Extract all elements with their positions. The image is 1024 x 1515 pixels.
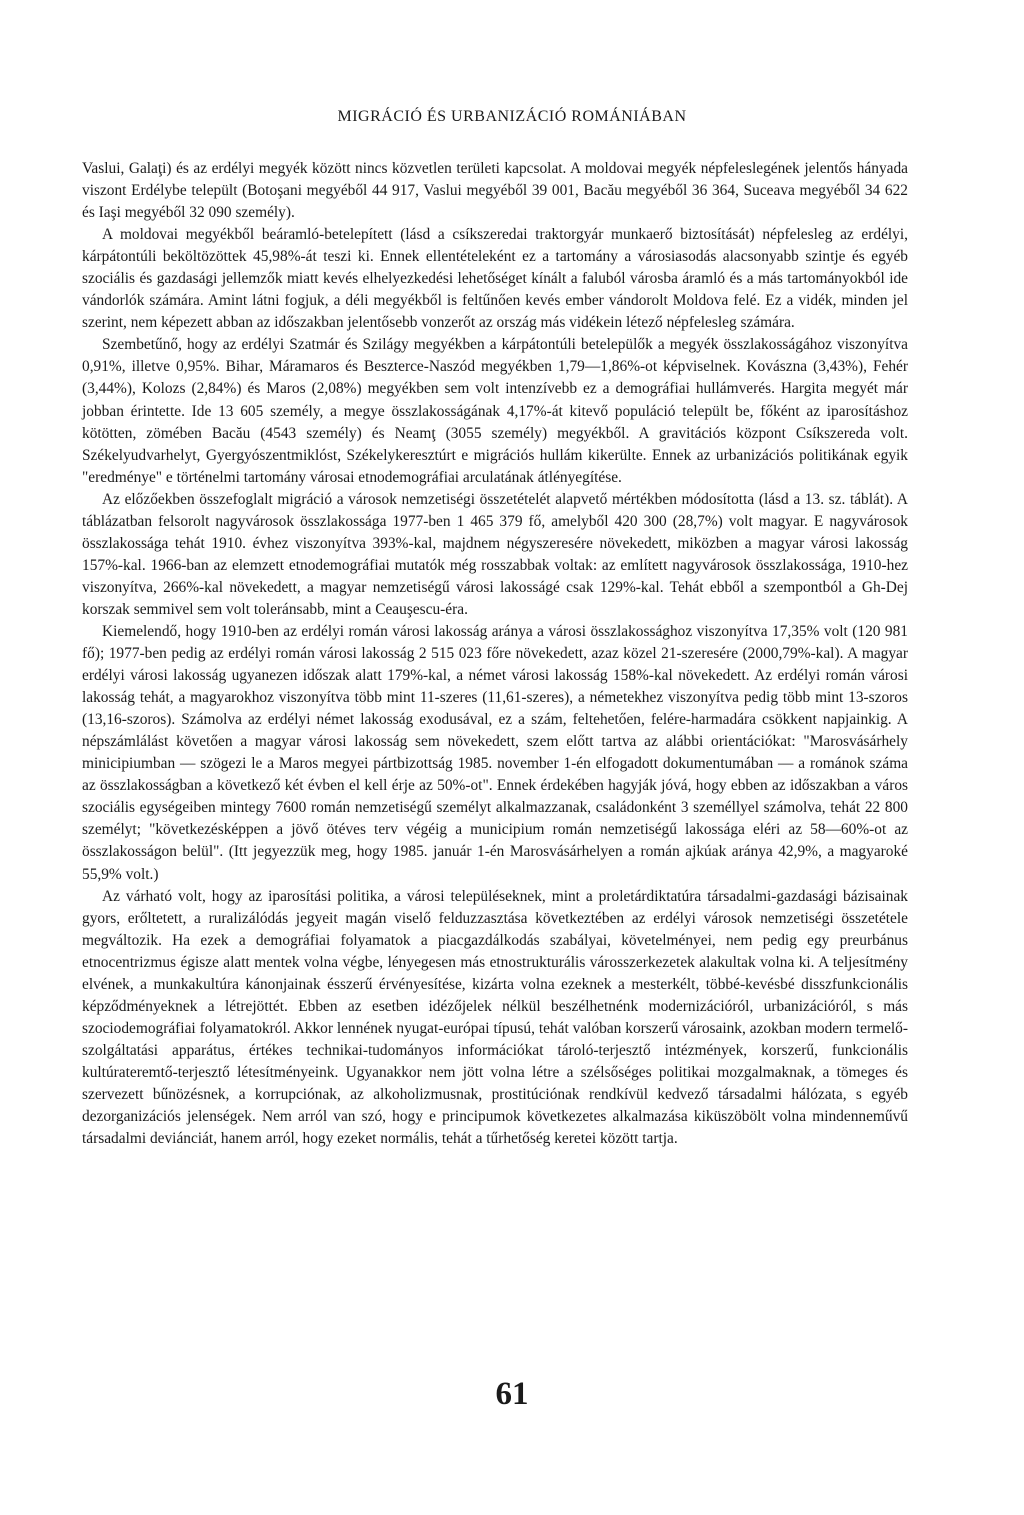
body-text — [82, 158, 908, 1150]
paragraph: Szembetűnő, hogy az erdélyi Szatmár és Szilágy megyékben a kárpátontúli betelepülők a megyék összlakosságához viszonyítva 0,91%, illetve 0,95%. Bihar, Máramaros és Beszterce-Naszód megyékben 1,79—1,86%-ot képviselnek. Kovászna (3,43%), Fehér (3,44%), Kolozs (2,84%) és Maros (2,08%) megyékben sem volt intenzívebb ez a demográfiai hullámverés. Hargita megyét már jobban érintette. Ide 13 605 személy, a megye összlakosságának 4,17%-át kitevő populáció települt be, főként az iparosításhoz kötötten, zömében Bacău (4543 személy) és Neamţ (3055 személy) megyékből. A gravitációs központ Csíkszereda volt. Székelyudvarhelyt, Gyergyószentmiklóst, Székelykeresztúrt e migrációs hullám kikerülte. Ennek az urbanizációs politikának egyik "eredménye" e történelmi tartomány városai etnodemográfiai arculatának átlényegítése. — [82, 336, 908, 486]
paragraph: A moldovai megyékből beáramló-betelepített (lásd a csíkszeredai traktorgyár munkaerő biztosítását) népfelesleg az erdélyi, kárpátontúli beköltözöttek 45,98%-át teszi ki. Ennek ellentételeként ez a tartomány a városiasodás alacsonyabb szintje és egyéb szociális és gazdasági jellemzők miatt kevés elhelyezkedési lehetőséget kínált a faluból városba áramló és a más tartományokból ide vándorlók számára. Amint látni fogjuk, a déli megyékből is feltűnően kevés ember vándorolt Moldova felé. Ez a vidék, minden jel szerint, nem képezett abban az időszakban jelentősebb vonzerőt az ország más vidékein létező népfelesleg számára. — [82, 226, 908, 332]
paragraph: Az előzőekben összefoglalt migráció a városok nemzetiségi összetételét alapvető mértékben módosította (lásd a 13. sz. táblát). A táblázatban felsorolt nagyvárosok összlakossága 1977-ben 1 465 379 fő, amelyből 420 300 (28,7%) volt magyar. E nagyvárosok összlakossága tehát 1910. évhez viszonyítva 393%-kal, majdnem négyszeresére növekedett, miközben a magyar városi lakosság 157%-kal. 1966-ban az elemzett etnodemográfiai mutatók még rosszabbak voltak: az említett nagyvárosok összlakossága, 1910-hez viszonyítva, 266%-kal növekedett, a magyar nemzetiségű városi lakosságé csak 129%-kal. Tehát ebből a szempontból a Gh-Dej korszak semmivel sem volt toleránsabb, mint a Ceauşescu-éra. — [82, 490, 908, 618]
paragraph: Kiemelendő, hogy 1910-ben az erdélyi román városi lakosság aránya a városi összlakossághoz viszonyítva 17,35% volt (120 981 fő); 1977-ben pedig az erdélyi román városi lakosság 2 515 023 főre növekedett, azaz közel 21-szeresére (2000,79%-kal). A magyar erdélyi városi lakosság ugyanezen időszak alatt 179%-kal, a német városi lakosság 158%-kal növekedett. Az erdélyi román városi lakosság tehát, a magyarokhoz viszonyítva több mint 11-szeres (11,61-szeres), a németekhez viszonyítva pedig több mint 13-szoros (13,16-szoros). Számolva az erdélyi német lakosság exodusával, ez a szám, feltehetően, felére-harmadára csökkent napjainkig. A népszámlálást követően a magyar városi lakosság sem növekedett, szem előtt tartva az alábbi orientációkat: "Marosvásárhely minicipiumban — szögezi le a Maros megyei pártbizottság 1985. november 1-én elfogadott dokumentumában — a románok száma az összlakosságban a következő két évben el kell érje az 50%-ot". Ennek érdekében hagyják jóvá, hogy ebben az időszakban a város szociális egységeiben mintegy 7600 román nemzetiségű személyt alkalmazzanak, családonként 3 személlyel számolva, tehát 22 800 személyt; "következésképpen a jövő ötéves terv végéig a municipium román nemzetiségű lakossága eléri az 58—60%-ot az összlakosságon belül". (Itt jegyezzük meg, hogy 1985. január 1-én Marosvásárhelyen a román ajkúak aránya 42,9%, a magyaroké 55,9% volt.) — [82, 622, 908, 883]
running-title: MIGRÁCIÓ ÉS URBANIZÁCIÓ ROMÁNIÁBAN — [337, 108, 687, 125]
page-number: 61 — [495, 1376, 529, 1412]
paragraph-continuation: Vaslui, Galaţi) és az erdélyi megyék között nincs közvetlen területi kapcsolat. A moldovai megyék népfeleslegének jelentős hányada viszont Erdélybe települt (Botoşani megyéből 44 917, Vaslui megyéből 39 001, Bacău megyéből 36 364, Suceava megyéből 34 622 és Iaşi megyéből 32 090 személy). — [82, 160, 908, 222]
paragraph: Az várható volt, hogy az iparosítási politika, a városi településeknek, mint a proletárdiktatúra társadalmi-gazdasági bázisainak gyors, erőltetett, a ruralizálódás jegyeit magán viselő felduzzasztása következtében az erdélyi városok nemzetiségi összetétele megváltozik. Ha ezek a demográfiai folyamatok a piacgazdálkodás szabályai, követelményei, nem pedig egy preurbánus etnocentrizmus égisze alatt mentek volna végbe, lényegesen más etnostrukturális városszerkezetek alakultak volna ki. A teljesítmény elvének, a munkakultúra kánonjainak ésszerű érvényesítése, kizárta volna ezeknek a mesterkélt, többé-kevésbé disszfunkcionális képződményeknek a létrejöttét. Ebben az esetben idézőjelek nélkül beszélhetnénk modernizációról, urbanizációról, s más szociodemográfiai folyamatokról. Akkor lennének nyugat-európai típusú, tehát valóban korszerű városaink, azokban modern termelő-szolgáltatási apparátus, értékes technikai-tudományos információkat tároló-terjesztő intézmények, korszerű, funkcionális kultúrateremtő-terjesztő létesítményeink. Ugyanakkor nem jött volna létre a szélsőséges politikai mozgalmaknak, a tömeges és szervezett bűnözésnek, a korrupciónak, az alkoholizmusnak, prostitúciónak rendkívül kedvező társadalmi hálózata, s egyéb dezorganizációs jelenségek. Nem arról van szó, hogy e principumok következetes alkalmazása kiküszöbölt volna mindenneművű társadalmi deviánciát, hanem arról, hogy ezeket normális, tehát a tűrhetőség keretei között tartja. — [82, 887, 908, 1148]
